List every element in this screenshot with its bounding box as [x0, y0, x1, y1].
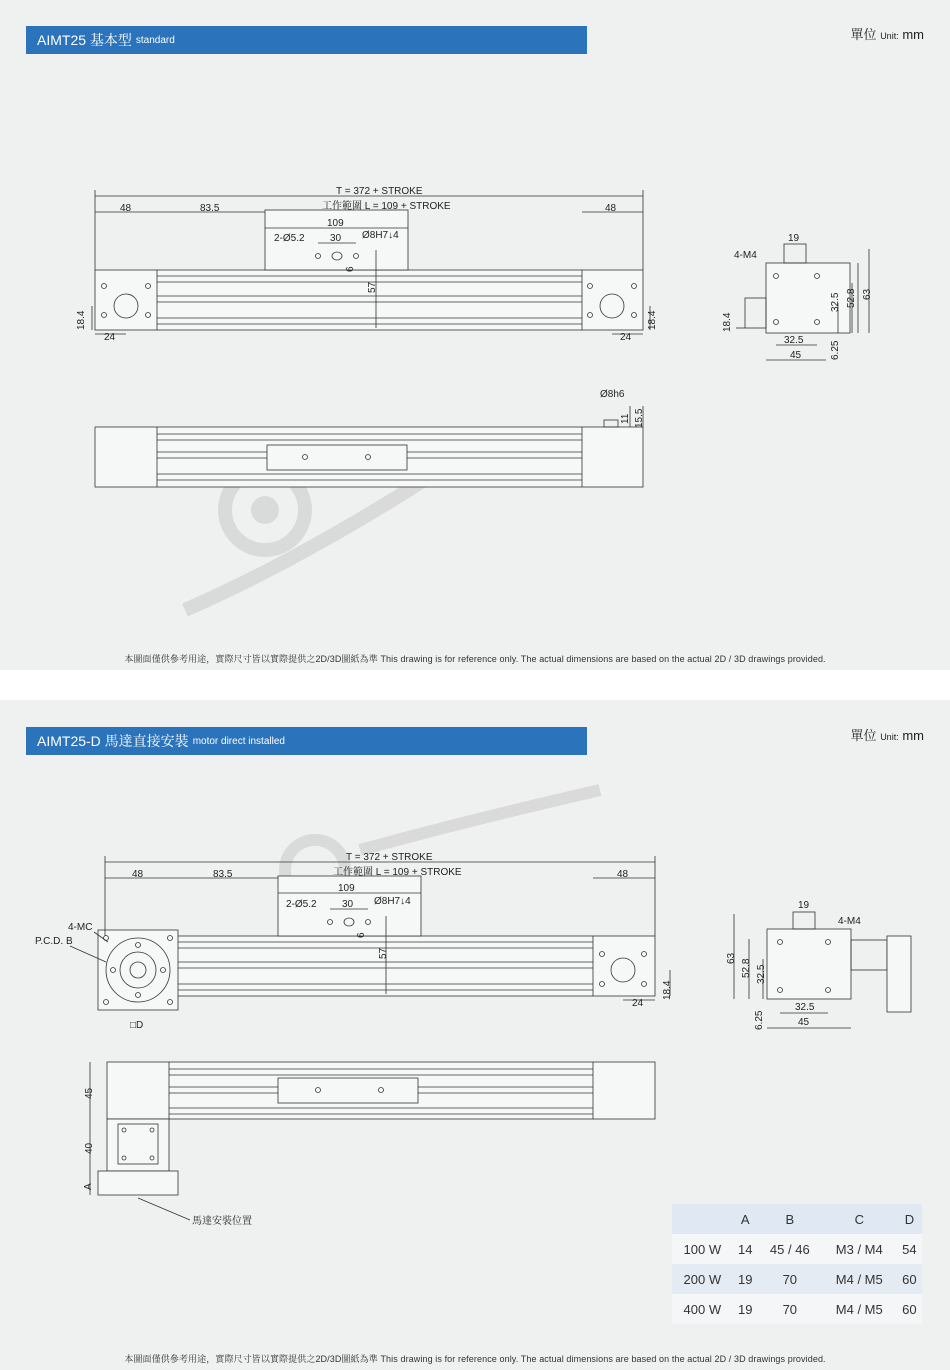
section-motor-subtitle: motor direct installed [192, 735, 285, 747]
dim-total-1: T = 372 + STROKE [336, 186, 423, 197]
dim-sqd-2: □D [130, 1020, 144, 1031]
side-325h-1: 32.5 [784, 335, 804, 346]
reference-note-2: 本圖面僅供參考用途，實際尺寸皆以實際提供之2D/3D圖紙為準 This drawing is for reference only. The actual dimensions are based on the actual 2D / 3D drawings provided. [124, 1354, 826, 1364]
front-view-standard [95, 406, 643, 487]
dim-30-1: 30 [330, 233, 342, 244]
dim-mc-2: 4-MC [68, 922, 93, 933]
dim-30-2: 30 [342, 899, 354, 910]
motor-spec-table [672, 1204, 922, 1324]
side-625-1: 6.25 [830, 340, 841, 360]
motor-position-label: 馬達安裝位置 [192, 1216, 252, 1227]
dim-range-2: 工作範圍 L = 109 + STROKE [333, 867, 462, 878]
dim-a-2: A [83, 1183, 94, 1190]
section-motor-title: AIMT25-D 馬達直接安裝 [37, 733, 189, 749]
side-325v-1: 32.5 [830, 292, 841, 312]
top-view-motor [70, 856, 670, 1010]
dim-184b-1: 18.4 [647, 310, 658, 330]
dim-109-1: 109 [327, 218, 344, 229]
dim-57-2: 57 [378, 947, 389, 959]
table-header-row: A B C D [672, 1204, 922, 1234]
unit-label-2: 單位 Unit: mm [850, 728, 924, 743]
dim-6-2: 6 [356, 932, 367, 938]
unit-label-1: 單位 Unit: mm [850, 27, 924, 42]
dim-24a-1: 24 [104, 332, 116, 343]
side-63-1: 63 [862, 288, 873, 300]
dim-right48-1: 48 [605, 203, 617, 214]
side-184-1: 18.4 [722, 312, 733, 332]
dim-pin-1: Ø8H7↓4 [362, 230, 399, 241]
section-standard-title: AIMT25 基本型 [37, 32, 132, 48]
dim-holes-2: 2-Ø5.2 [286, 899, 317, 910]
dim-57-1: 57 [367, 281, 378, 293]
table-row: 200 W 19 70 M4 / M5 60 [672, 1264, 922, 1294]
table-row: 100 W 14 45 / 46 M3 / M4 54 [672, 1234, 922, 1264]
table-row: 400 W 19 70 M4 / M5 60 [672, 1294, 922, 1324]
dim-left48-2: 48 [132, 869, 144, 880]
front-shaft-1: Ø8h6 [600, 389, 625, 400]
drawing-standard [0, 0, 950, 670]
dim-total-2: T = 372 + STROKE [346, 852, 433, 863]
side-625-2: 6.25 [754, 1010, 765, 1030]
dim-holes-1: 2-Ø5.2 [274, 233, 305, 244]
front-155-1: 15.5 [634, 408, 645, 428]
dim-184-2: 18.4 [662, 980, 673, 1000]
side-325h-2: 32.5 [795, 1002, 815, 1013]
watermark-logo-1 [185, 470, 440, 610]
side-45-1: 45 [790, 350, 802, 361]
dim-835-2: 83.5 [213, 869, 233, 880]
dim-24b-1: 24 [620, 332, 632, 343]
dim-40-2: 40 [84, 1142, 95, 1154]
side-63-2: 63 [726, 952, 737, 964]
side-19-1: 19 [788, 233, 800, 244]
side-45-2: 45 [798, 1017, 810, 1028]
dim-pin-2: Ø8H7↓4 [374, 896, 411, 907]
side-19-2: 19 [798, 900, 810, 911]
side-m4-2: 4-M4 [838, 916, 861, 927]
section-standard-subtitle: standard [135, 34, 175, 46]
dim-109-2: 109 [338, 883, 355, 894]
side-m4-1: 4-M4 [734, 250, 757, 261]
dim-left48-1: 48 [120, 203, 132, 214]
dim-24-2: 24 [632, 998, 644, 1009]
reference-note-1: 本圖面僅供參考用途，實際尺寸皆以實際提供之2D/3D圖紙為準 This drawing is for reference only. The actual dimensions are based on the actual 2D / 3D drawings provided. [124, 654, 826, 664]
dim-range-1: 工作範圍 L = 109 + STROKE [322, 201, 451, 212]
dim-835-1: 83.5 [200, 203, 220, 214]
side-528-2: 52.8 [741, 958, 752, 978]
dim-184a-1: 18.4 [76, 310, 87, 330]
side-325v-2: 32.5 [756, 964, 767, 984]
front-11-1: 11 [620, 413, 631, 424]
front-view-motor [90, 1062, 655, 1220]
side-528-1: 52.8 [846, 288, 857, 308]
dim-6-1: 6 [345, 266, 356, 272]
dim-pcd-2: P.C.D. B [35, 936, 73, 947]
dim-45-2: 45 [84, 1087, 95, 1099]
dim-right48-2: 48 [617, 869, 629, 880]
